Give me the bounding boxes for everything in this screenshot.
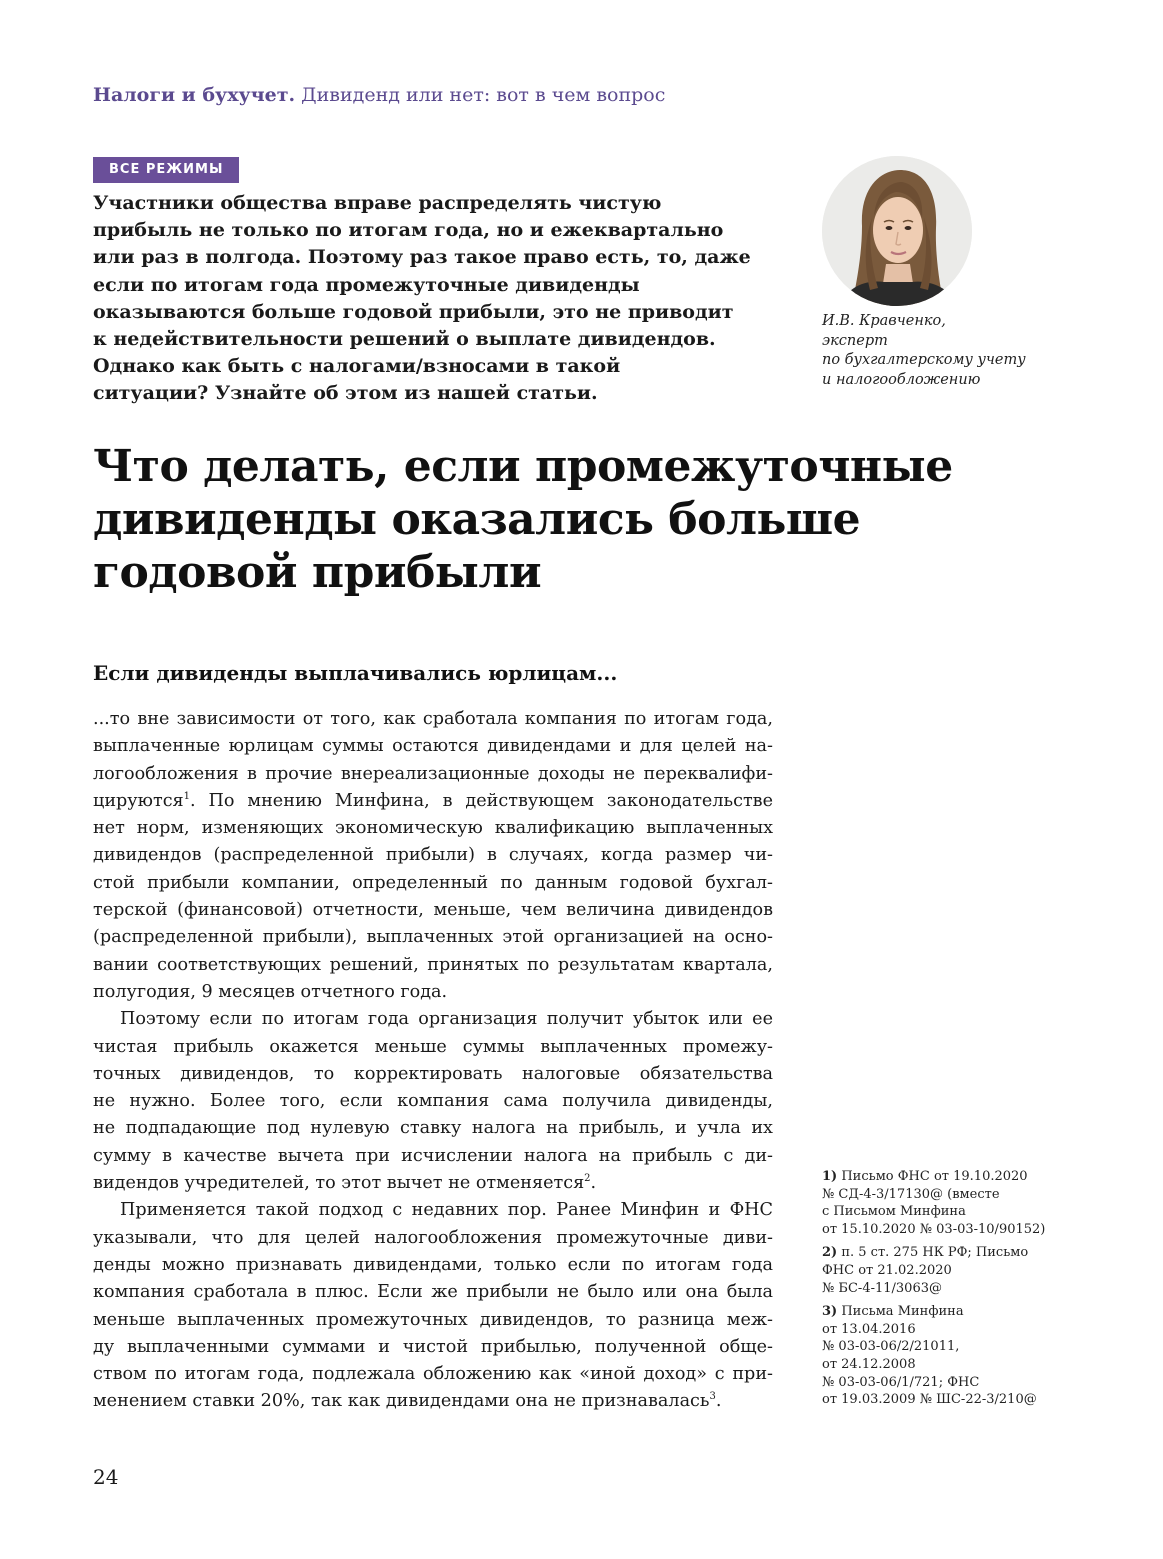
author-role: эксперт [822,332,888,349]
footnote-line: № 03-03-06/1/721; ФНС [822,1374,980,1390]
footnote-3 [822,1303,1082,1409]
body-line: ством по итогам года, подлежала обложению как «иной доход» с при- [93,1364,773,1385]
footnote-line: от 15.10.2020 № 03-03-10/90152) [822,1221,1046,1237]
body-line: Применяется такой подход с недавних пор. Ранее Минфин и ФНС [120,1200,773,1221]
regime-badge: ВСЕ РЕЖИМЫ [93,157,239,183]
body-line: Поэтому если по итогам года организация получит убыток или ее [120,1009,773,1030]
body-fragment: менением ставки 20%, так как дивидендами она не признавалась [93,1391,710,1412]
title-line: годовой прибыли [93,547,542,598]
lead-line: прибыль не только по итогам года, но и ежеквартально [93,219,724,242]
footnote-text: Письма Минфина [837,1304,964,1320]
footnote-line: от 13.04.2016 [822,1321,916,1337]
body-line: вании соответствующих решений, принятых по результатам квартала, [93,954,773,975]
header-section: Налоги и бухучет. [93,84,296,106]
footnote-number: 2) [822,1245,838,1261]
running-header [93,84,665,106]
body-line: указывали, что для целей налогообложения промежуточные диви- [93,1227,773,1248]
article-body [93,706,773,1416]
footnote-number: 1) [822,1169,838,1184]
body-line [93,1170,773,1197]
body-line: не подпадающие под нулевую ставку налога на прибыль, и учла их [93,1118,773,1139]
footnote-line: № БС-4-11/3063@ [822,1280,942,1296]
body-line: терской (финансовой) отчетности, меньше, чем величина дивидендов [93,900,773,921]
author-role: и налогообложению [822,371,981,388]
lead-line: оказываются больше годовой прибыли, это не приводит [93,300,734,323]
body-line: не нужно. Более того, если компания сама получила дивиденды, [93,1091,773,1112]
body-line: компания сработала в плюс. Если же прибыли не было или она была [93,1282,773,1303]
footnote-text: Письмо ФНС от 19.10.2020 [837,1169,1028,1184]
author-caption [822,312,1062,390]
article-title [93,440,1093,599]
header-subtitle: Дивиденд или нет: вот в чем вопрос [301,84,666,106]
lead-line: ситуации? Узнайте об этом из нашей статьи. [93,382,598,405]
body-fragment: . [715,1391,722,1412]
footnote-line: от 19.03.2009 № ШС-22-3/210@ [822,1392,1037,1408]
footnote-line: с Письмом Минфина [822,1204,966,1220]
lead-line: к недействительности решений о выплате дивидендов. [93,328,716,351]
footnote-2 [822,1244,1082,1297]
body-line: ду выплаченными суммами и чистой прибылью, полученной обще- [93,1336,773,1357]
body-line: дивидендов (распределенной прибыли) в случаях, когда размер чи- [93,845,773,866]
body-fragment: видендов учредителей, то этот вычет не отменяется [93,1173,585,1194]
footnote-line [822,1244,1082,1262]
lead-line: или раз в полгода. Поэтому раз такое право есть, то, даже [93,246,751,269]
body-line: полугодия, 9 месяцев отчетного года. [93,981,448,1002]
footnote-line: от 24.12.2008 [822,1356,916,1372]
body-line: логообложения в прочие внереализационные доходы не переквалифи- [93,763,773,784]
lead-line: Участники общества вправе распределять чистую [93,192,662,214]
footnote-ref[interactable]: 1 [183,790,191,802]
body-fragment: цируются [93,790,184,811]
footnote-line: ФНС от 21.02.2020 [822,1262,952,1278]
footnote-line [822,1168,1082,1186]
body-fragment: . [590,1173,597,1194]
page-number: 24 [93,1465,119,1489]
footnote-ref[interactable]: 3 [709,1391,716,1403]
body-line: денды можно признавать дивидендами, только если по итогам года [93,1254,773,1275]
body-line [93,788,773,815]
footnote-line: № СД-4-3/17130@ (вместе [822,1186,1000,1202]
lead-paragraph [93,190,783,408]
footnote-number: 3) [822,1304,838,1320]
title-line: Что делать, если промежуточные [93,441,953,492]
footnote-line: № 03-03-06/2/21011, [822,1339,960,1355]
body-fragment: . По мнению Минфина, в действующем законодательстве [190,790,773,811]
body-line: чистая прибыль окажется меньше суммы выплаченных промежу- [93,1036,773,1057]
body-line: меньше выплаченных промежуточных дивидендов, то разница меж- [93,1309,773,1330]
body-line: нет норм, изменяющих экономическую квалификацию выплаченных [93,818,773,839]
lead-line: если по итогам года промежуточные дивиденды [93,273,640,296]
body-line: сумму в качестве вычета при исчислении налога на прибыль с ди- [93,1145,773,1166]
title-line: дивиденды оказались больше [93,494,861,545]
body-line: ...то вне зависимости от того, как сработала компания по итогам года, [93,709,773,729]
footnote-1 [822,1168,1082,1238]
body-line: стой прибыли компании, определенный по данным годовой бухгал- [93,872,773,893]
body-line: точных дивидендов, то корректировать налоговые обязательства [93,1063,773,1084]
footnote-line [822,1303,1082,1321]
footnotes [822,1168,1082,1415]
author-role: по бухгалтерскому учету [822,352,1026,368]
body-line: выплаченные юрлицам суммы остаются дивидендами и для целей на- [93,736,773,757]
author-name: И.В. Кравченко, [822,313,946,329]
footnote-text: п. 5 ст. 275 НК РФ; Письмо [837,1245,1029,1261]
body-line: (распределенной прибыли), выплаченных этой организацией на осно- [93,927,773,948]
footnote-ref[interactable]: 2 [584,1173,591,1185]
body-line [93,1388,773,1415]
section-subheading: Если дивиденды выплачивались юрлицам... [93,661,618,685]
lead-line: Однако как быть с налогами/взносами в такой [93,355,621,378]
author-photo [822,156,972,306]
